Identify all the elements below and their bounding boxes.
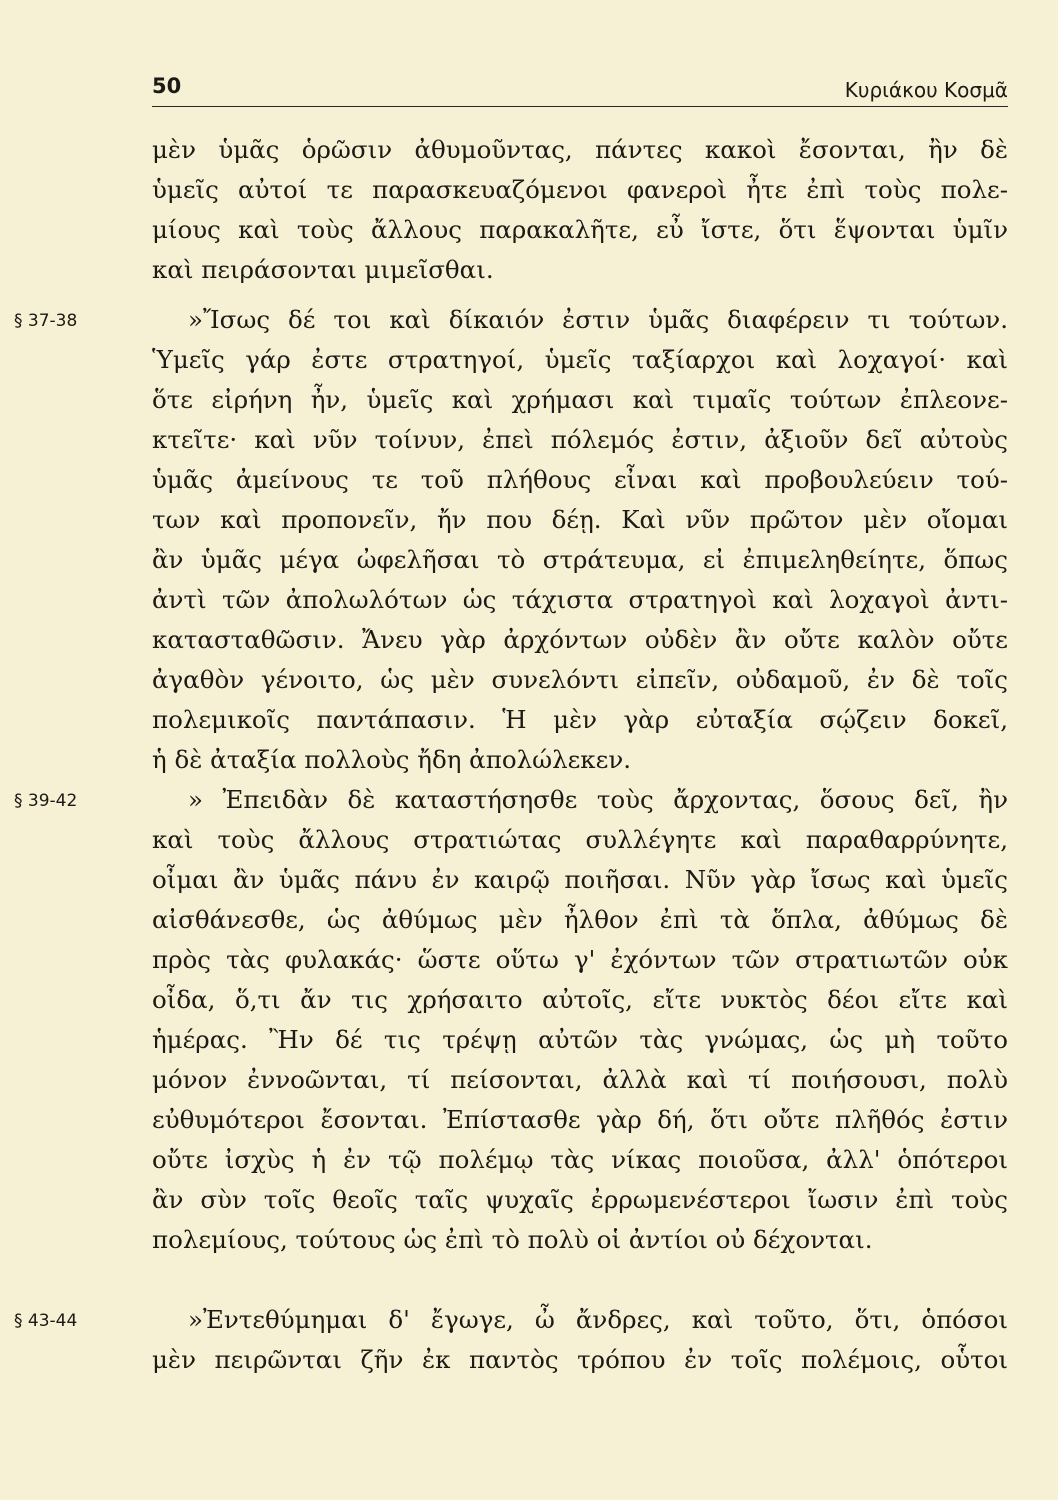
text-line: ἀγαθὸν γένοιτο, ὡς μὲν συνελόντι εἰπεῖν, οὐδαμοῦ, ἐν δὲ τοῖς (152, 665, 1008, 694)
running-head: Κυριάκου Κοσμᾶ (844, 78, 1008, 102)
text-line: ἡμέρας. Ἢν δέ τις τρέψῃ αὐτῶν τὰς γνώμας, ὡς μὴ τοῦτο (152, 1025, 1008, 1054)
text-line: ἀντὶ τῶν ἀπολωλότων ὡς τάχιστα στρατηγοὶ καὶ λοχαγοὶ ἀντι- (152, 585, 1008, 614)
text-line: μίους καὶ τοὺς ἄλλους παρακαλῆτε, εὖ ἴστε, ὅτι ἕψονται ὑμῖν (152, 215, 1008, 244)
page-number: 50 (152, 74, 182, 98)
text-line: μόνον ἐννοῶνται, τί πείσονται, ἀλλὰ καὶ τί ποιήσουσι, πολὺ (152, 1065, 1008, 1094)
marginal-reference: § 37-38 (14, 311, 78, 331)
text-line: πολεμίους, τούτους ὡς ἐπὶ τὸ πολὺ οἱ ἀντίοι οὐ δέχονται. (152, 1225, 873, 1254)
text-line: ἂν σὺν τοῖς θεοῖς ταῖς ψυχαῖς ἐρρωμενέστεροι ἴωσιν ἐπὶ τοὺς (152, 1185, 1008, 1214)
text-line: κατασταθῶσιν. Ἄνευ γὰρ ἀρχόντων οὐδὲν ἂν οὔτε καλὸν οὔτε (152, 625, 1008, 654)
text-line: Ὑμεῖς γάρ ἐστε στρατηγοί, ὑμεῖς ταξίαρχοι καὶ λοχαγοί· καὶ (152, 345, 1008, 374)
marginal-reference: § 39-42 (14, 791, 78, 811)
text-line: ὑμεῖς αὐτοί τε παρασκευαζόμενοι φανεροὶ ἦτε ἐπὶ τοὺς πολε- (152, 175, 1008, 204)
text-line: μὲν πειρῶνται ζῆν ἐκ παντὸς τρόπου ἐν τοῖς πολέμοις, οὗτοι (152, 1345, 1008, 1374)
text-line: καὶ τοὺς ἄλλους στρατιώτας συλλέγητε καὶ παραθαρρύνητε, (152, 825, 1008, 854)
text-line: »Ἴσως δέ τοι καὶ δίκαιόν ἐστιν ὑμᾶς διαφέρειν τι τούτων. (188, 305, 1008, 334)
text-line: καὶ πειράσονται μιμεῖσθαι. (152, 255, 494, 284)
text-line: πρὸς τὰς φυλακάς· ὥστε οὕτω γ' ἐχόντων τῶν στρατιωτῶν οὐκ (152, 945, 1008, 974)
text-line: πολεμικοῖς παντάπασιν. Ἡ μὲν γὰρ εὐταξία σῴζειν δοκεῖ, (152, 705, 1008, 734)
text-line: κτεῖτε· καὶ νῦν τοίνυν, ἐπεὶ πόλεμός ἐστιν, ἀξιοῦν δεῖ αὐτοὺς (152, 425, 1008, 454)
text-line: μὲν ὑμᾶς ὁρῶσιν ἀθυμοῦντας, πάντες κακοὶ ἔσονται, ἢν δὲ (152, 135, 1008, 164)
text-line: οἶδα, ὅ,τι ἄν τις χρήσαιτο αὐτοῖς, εἴτε νυκτὸς δέοι εἴτε καὶ (152, 985, 1008, 1014)
text-line: εὐθυμότεροι ἔσονται. Ἐπίστασθε γὰρ δή, ὅτι οὔτε πλῆθός ἐστιν (152, 1105, 1008, 1134)
marginal-reference: § 43-44 (14, 1311, 78, 1331)
text-line: ὅτε εἰρήνη ἦν, ὑμεῖς καὶ χρήμασι καὶ τιμαῖς τούτων ἐπλεονε- (152, 385, 1008, 414)
text-line: ὑμᾶς ἀμείνους τε τοῦ πλήθους εἶναι καὶ προβουλεύειν τού- (152, 465, 1008, 494)
text-line: ἂν ὑμᾶς μέγα ὠφελῆσαι τὸ στράτευμα, εἰ ἐπιμεληθείητε, ὅπως (152, 545, 1008, 574)
text-line: » Ἐπειδὰν δὲ καταστήσησθε τοὺς ἄρχοντας, ὅσους δεῖ, ἢν (188, 785, 1008, 814)
text-line: των καὶ προπονεῖν, ἤν που δέῃ. Καὶ νῦν πρῶτον μὲν οἴομαι (152, 505, 1008, 534)
text-line: οἶμαι ἂν ὑμᾶς πάνυ ἐν καιρῷ ποιῆσαι. Νῦν γὰρ ἴσως καὶ ὑμεῖς (152, 865, 1008, 894)
text-line: »Ἐντεθύμημαι δ' ἔγωγε, ὦ ἄνδρες, καὶ τοῦτο, ὅτι, ὁπόσοι (188, 1305, 1008, 1334)
text-line: οὔτε ἰσχὺς ἡ ἐν τῷ πολέμῳ τὰς νίκας ποιοῦσα, ἀλλ' ὁπότεροι (152, 1145, 1008, 1174)
text-line: αἰσθάνεσθε, ὡς ἀθύμως μὲν ἦλθον ἐπὶ τὰ ὅπλα, ἀθύμως δὲ (152, 905, 1008, 934)
text-line: ἡ δὲ ἀταξία πολλοὺς ἤδη ἀπολώλεκεν. (152, 745, 631, 774)
